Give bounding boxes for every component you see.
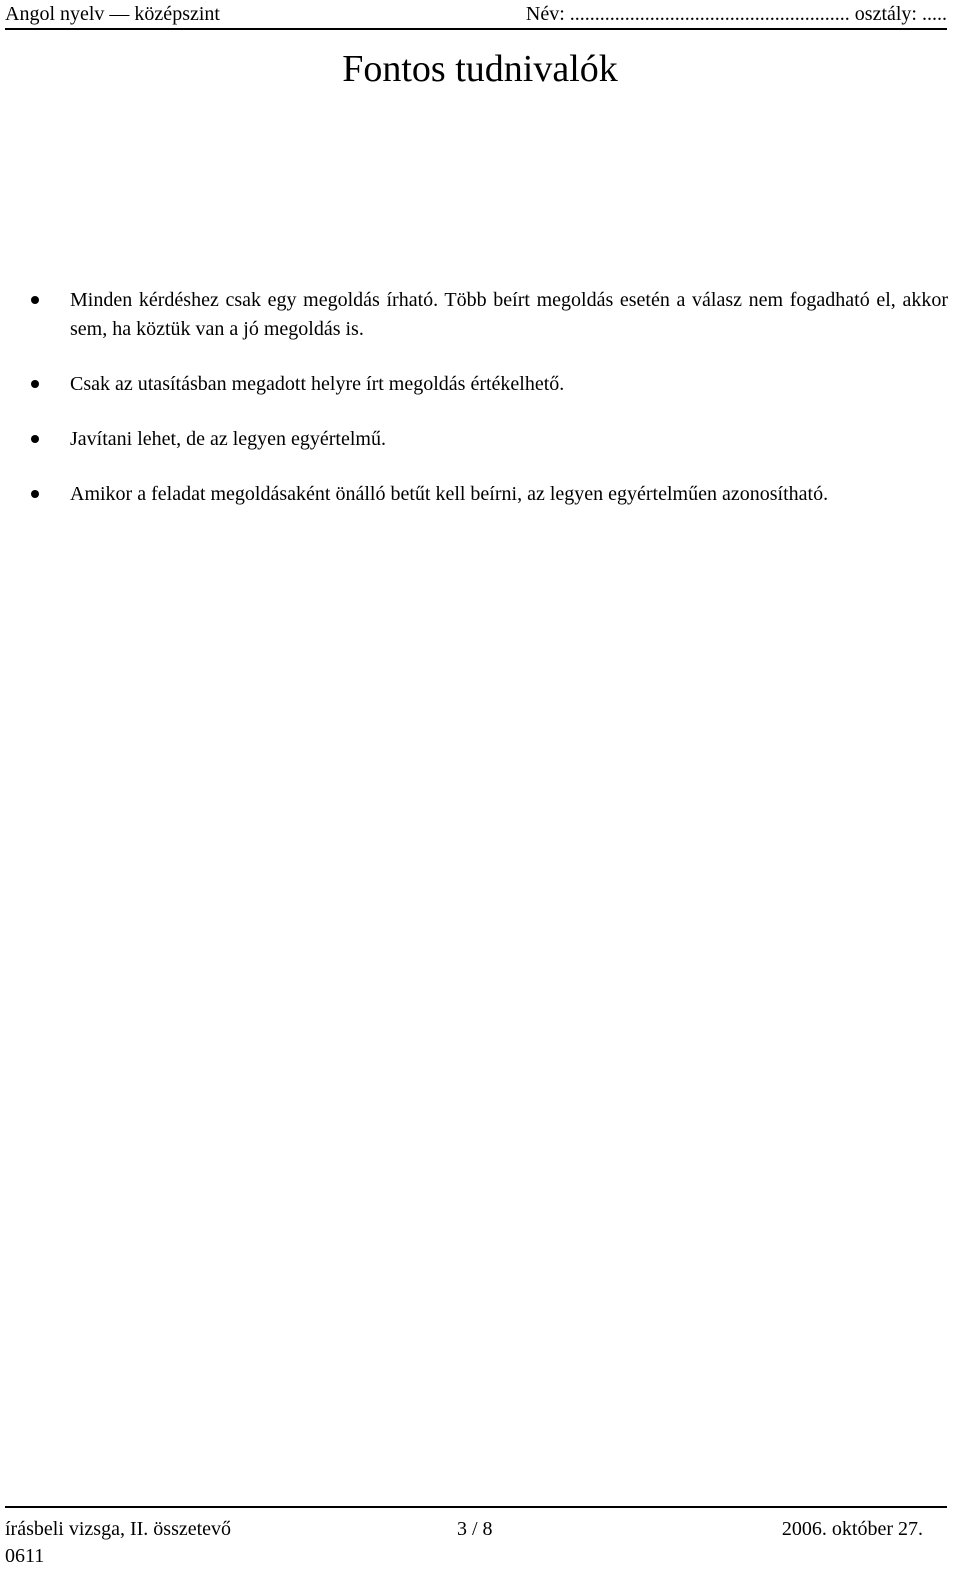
bullet-icon — [31, 490, 39, 498]
list-item-text: Amikor a feladat megoldásaként önálló betűt kell beírni, az legyen egyértelműen azonosítható. — [70, 483, 829, 505]
bullet-icon — [31, 296, 39, 304]
footer-date: 2006. október 27. — [781, 1518, 923, 1540]
header-name-class-field: Név: ........................................................ osztály: ..... — [525, 3, 947, 25]
list-item-text: Javítani lehet, de az legyen egyértelmű. — [70, 428, 386, 450]
instructions-list — [0, 286, 960, 535]
bullet-icon — [31, 435, 39, 443]
header-subject: Angol nyelv — középszint — [5, 3, 220, 25]
list-item — [0, 425, 960, 454]
page-header — [5, 0, 947, 30]
footer-code: 0611 — [5, 1545, 45, 1567]
list-item — [0, 480, 960, 509]
list-item-text: Csak az utasításban megadott helyre írt megoldás értékelhető. — [70, 373, 565, 395]
footer-page-number: 3 / 8 — [457, 1518, 493, 1540]
bullet-icon — [31, 380, 39, 388]
list-item — [0, 286, 960, 344]
page-title: Fontos tudnivalók — [342, 48, 618, 90]
footer-row — [5, 1516, 947, 1543]
list-item-text: Minden kérdéshez csak egy megoldás írható. Több beírt megoldás esetén a válasz nem fogadható el, akkor sem, ha köztük van a jó megoldás is. — [70, 289, 948, 340]
footer-exam-part: írásbeli vizsga, II. összetevő — [5, 1518, 232, 1540]
list-item — [0, 370, 960, 399]
page-footer — [5, 1506, 947, 1570]
